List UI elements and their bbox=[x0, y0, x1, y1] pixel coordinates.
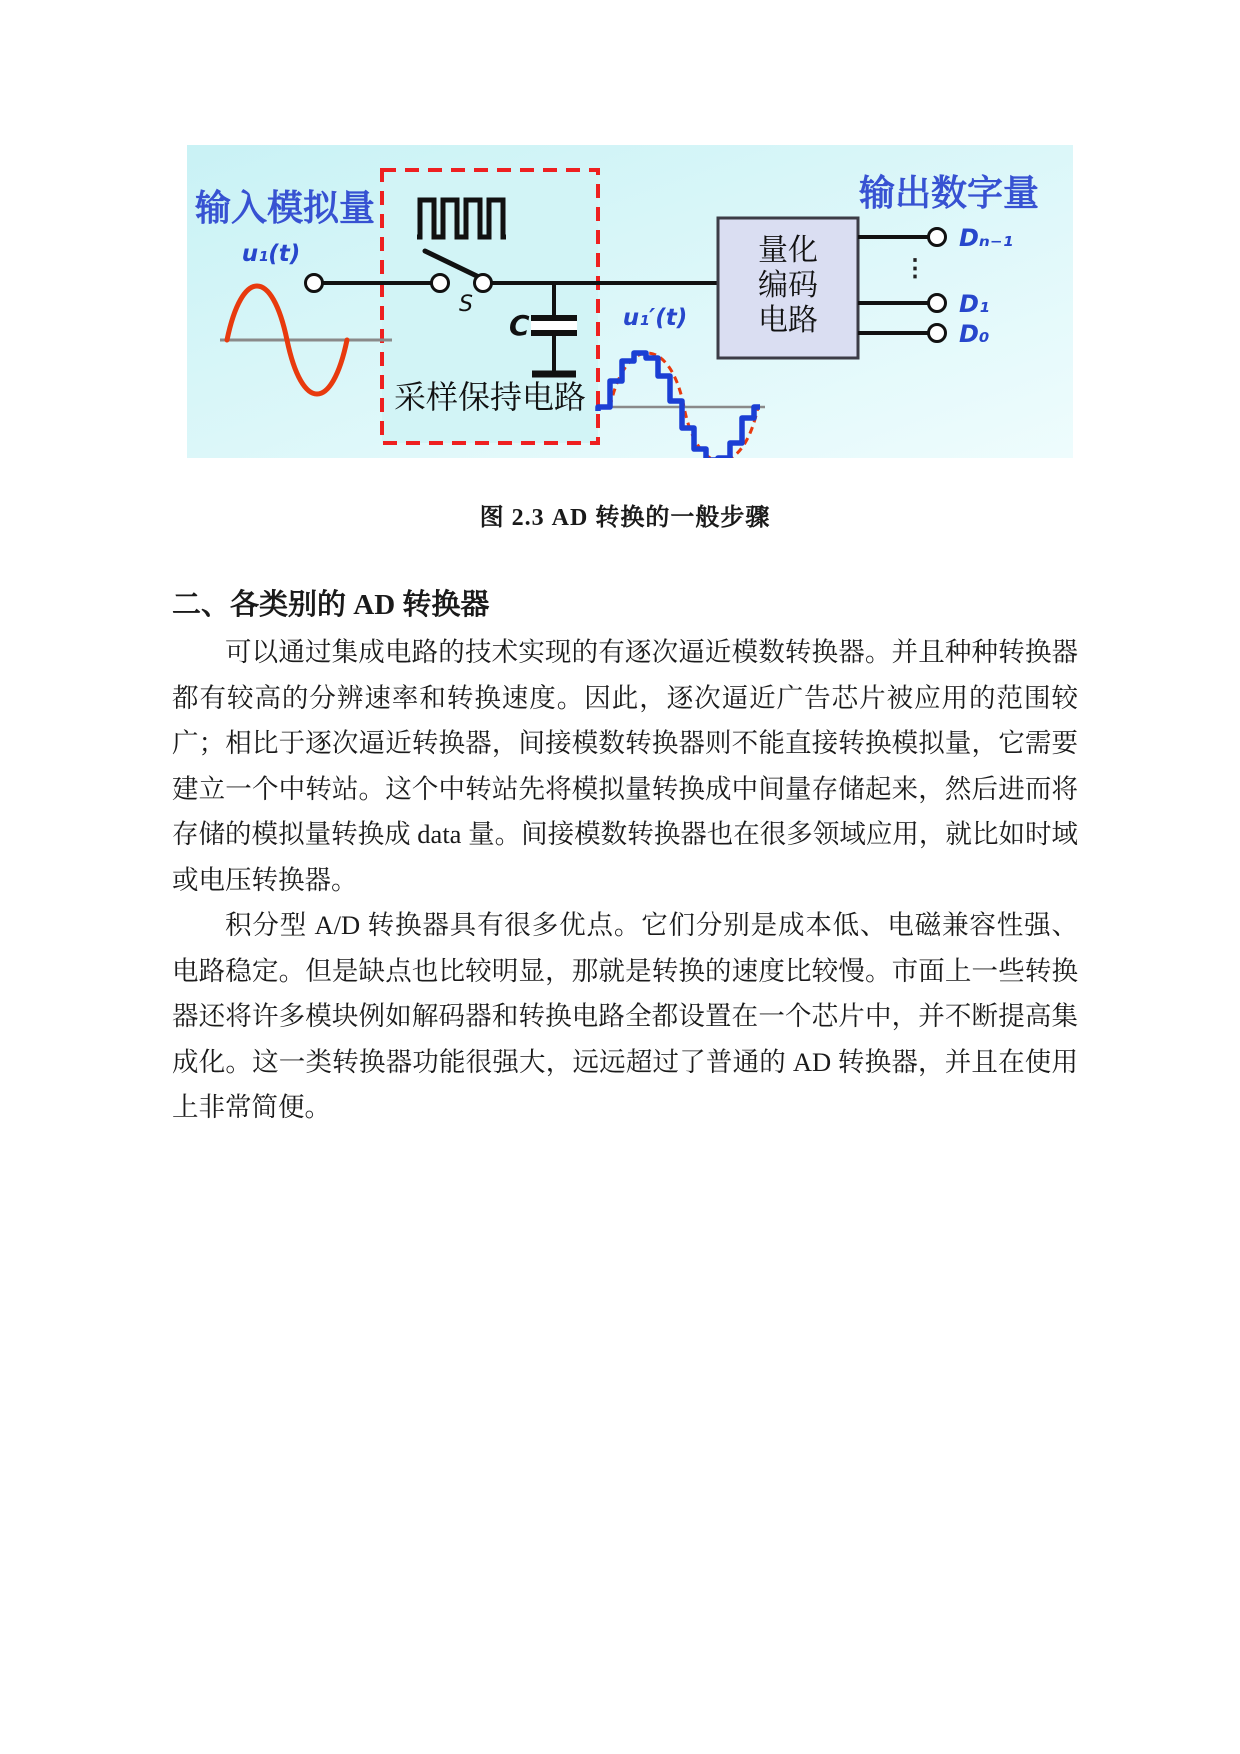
switch-contact-right bbox=[475, 275, 492, 292]
quantizer-line-1: 量化 bbox=[758, 234, 818, 267]
bit-label-d1: D₁ bbox=[959, 290, 990, 318]
output-ellipsis: ⋮ bbox=[903, 256, 927, 282]
switch-label: S bbox=[459, 292, 473, 317]
section-heading: 二、各类别的 AD 转换器 bbox=[172, 589, 490, 621]
output-terminal-d1 bbox=[929, 295, 946, 312]
capacitor-gap bbox=[531, 321, 577, 330]
bit-label-d0: D₀ bbox=[959, 320, 990, 348]
output-terminal-d0 bbox=[929, 325, 946, 342]
quantizer-line-2: 编码 bbox=[758, 269, 818, 302]
output-digital-label: 输出数字量 bbox=[858, 173, 1040, 213]
capacitor-label: C bbox=[509, 309, 530, 342]
paragraph-1: 可以通过集成电路的技术实现的有逐次逼近模数转换器。并且种种转换器都有较高的分辨速率和转换速度。因此，逐次逼近广告芯片被应用的范围较广；相比于逐次逼近转换器，间接模数转换器则不能直接转换模拟量，它需要建立一个中转站。这个中转站先将模拟量转换成中间量存储起来，然后进而将存储的模拟量转换成 data 量。间接模数转换器也在很多领域应用，就比如时域或电压转换器。 bbox=[172, 637, 1078, 895]
ad-conversion-figure bbox=[187, 145, 1073, 458]
body-text-column bbox=[172, 584, 1078, 1131]
input-signal-label: u₁(t) bbox=[241, 241, 301, 267]
input-analog-label: 输入模拟量 bbox=[194, 188, 376, 228]
paragraph-2: 积分型 A/D 转换器具有很多优点。它们分别是成本低、电磁兼容性强、电路稳定。但是缺点也比较明显，那就是转换的速度比较慢。市面上一些转换器还将许多模块例如解码器和转换电路全都设置在一个芯片中，并不断提高集成化。这一类转换器功能很强大，远远超过了普通的 AD 转换器，并且在使用上非常简便。 bbox=[172, 910, 1078, 1122]
sample-hold-label: 采样保持电路 bbox=[393, 379, 587, 415]
switch-contact-left bbox=[432, 275, 449, 292]
figure-caption: 图 2.3 AD 转换的一般步骤 bbox=[479, 505, 771, 531]
output-terminal-msb bbox=[929, 229, 946, 246]
bit-label-msb: Dₙ₋₁ bbox=[959, 224, 1014, 252]
input-terminal bbox=[306, 275, 323, 292]
quantizer-line-3: 电路 bbox=[758, 304, 818, 337]
sampled-signal-label: u₁′(t) bbox=[622, 305, 688, 331]
